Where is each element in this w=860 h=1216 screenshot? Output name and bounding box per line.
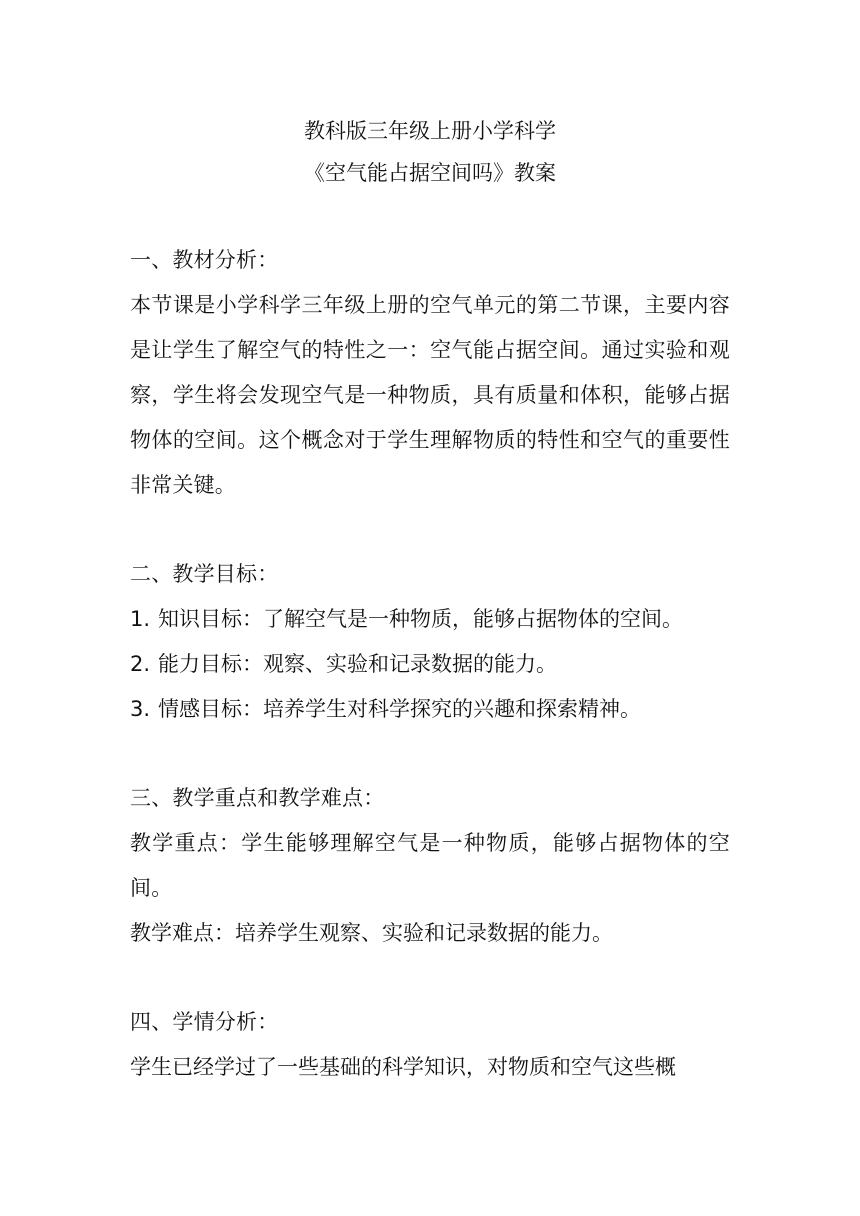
difficulty-text: 教学难点：培养学生观察、实验和记录数据的能力。 xyxy=(130,921,613,945)
section-heading-key-points: 三、教学重点和教学难点： xyxy=(130,786,385,810)
section-heading-teaching-goals: 二、教学目标： xyxy=(130,562,279,586)
spacer xyxy=(130,194,730,238)
document-content xyxy=(130,110,730,1090)
goal-item-emotion xyxy=(130,687,730,732)
spacer xyxy=(130,508,730,552)
document-title-line-1: 教科版三年级上册小学科学 xyxy=(304,119,556,143)
section-heading-textbook-analysis: 一、教材分析： xyxy=(130,248,279,272)
goal-number: 1. xyxy=(130,607,151,631)
goal-number: 3. xyxy=(130,697,151,721)
goal-item-ability xyxy=(130,642,730,687)
goal-number: 2. xyxy=(130,652,151,676)
section-body-textbook-analysis: 本节课是小学科学三年级上册的空气单元的第二节课，主要内容是让学生了解空气的特性之一：空气能占据空间。通过实验和观察，学生将会发现空气是一种物质，具有质量和体积，能够占据物体的空间。这个概念对于学生理解物质的特性和空气的重要性非常关键。 xyxy=(130,293,730,497)
key-point-text: 教学重点：学生能够理解空气是一种物质，能够占据物体的空间。 xyxy=(130,831,730,900)
spacer xyxy=(130,732,730,776)
document-title-line-2: 《空气能占据空间吗》教案 xyxy=(304,161,556,185)
section-heading-learner-analysis: 四、学情分析： xyxy=(130,1010,279,1034)
spacer xyxy=(130,956,730,1000)
goal-text: 知识目标：了解空气是一种物质，能够占据物体的空间。 xyxy=(158,607,683,631)
learner-analysis-text: 学生已经学过了一些基础的科学知识，对物质和空气这些概 xyxy=(130,1055,676,1079)
goal-item-knowledge xyxy=(130,597,730,642)
goal-text: 情感目标：培养学生对科学探究的兴趣和探索精神。 xyxy=(158,697,641,721)
goal-text: 能力目标：观察、实验和记录数据的能力。 xyxy=(158,652,557,676)
